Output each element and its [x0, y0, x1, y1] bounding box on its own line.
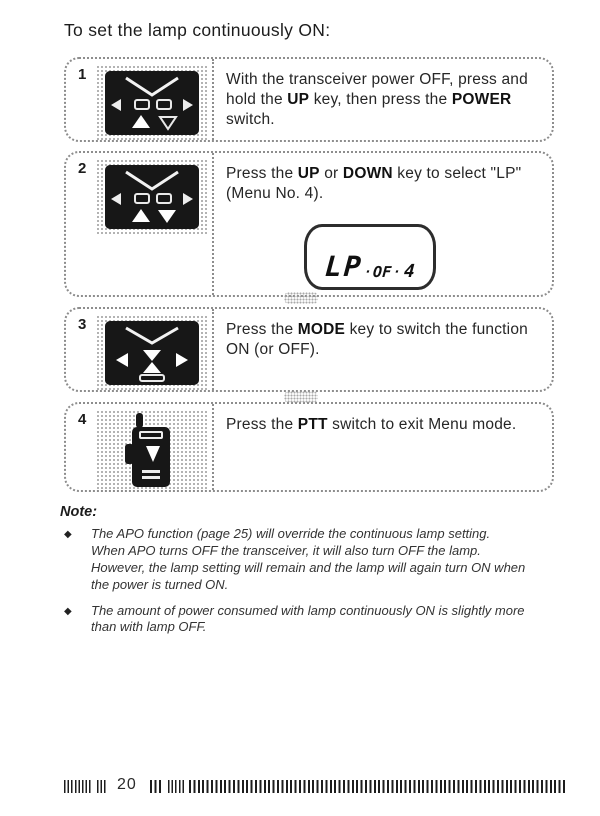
- barcode-stripes: [168, 780, 184, 793]
- lcd-display: [304, 224, 436, 290]
- page-footer: [64, 778, 566, 794]
- note-text: The APO function (page 25) will override the continuous lamp setting. When APO turns OFF the transceiver, it will also turn OFF the lamp. However, the lamp setting will remain and the lamp will again turn ON when the power is turned ON.: [91, 526, 526, 592]
- step-2-figure-cell: [66, 153, 214, 295]
- note-heading: Note:: [60, 504, 98, 520]
- note-text: The amount of power consumed with lamp continuously ON is slightly more than with lamp OFF.: [91, 602, 525, 635]
- lcd-menu-label: LP: [324, 250, 365, 283]
- note-item: [64, 603, 526, 637]
- barcode-stripes: [64, 780, 91, 793]
- keypad-illustration: [104, 164, 200, 230]
- step-4-figure-cell: [66, 404, 214, 490]
- scan-artifact: [284, 292, 318, 304]
- step-4-box: [64, 402, 554, 492]
- step-4-number: 4: [78, 411, 87, 428]
- lcd-dot: ·: [363, 265, 373, 280]
- step-3-number: 3: [78, 316, 87, 333]
- keypad-illustration: [104, 320, 200, 386]
- note-item: [64, 526, 526, 594]
- keypad-illustration: [104, 70, 200, 136]
- step-2-box: [64, 151, 554, 297]
- barcode-stripes: [189, 780, 566, 793]
- step-1-instruction: With the transceiver power OFF, press and hold the UP key, then press the POWER switch.: [226, 71, 528, 129]
- scan-artifact: [284, 391, 318, 403]
- keypad-up-key-icon: [96, 65, 208, 141]
- page-number: 20: [117, 776, 137, 793]
- lcd-setting-value: OF: [372, 263, 393, 281]
- barcode-stripes: [97, 780, 106, 793]
- transceiver-ptt-icon: [96, 410, 208, 490]
- diamond-bullet-icon: ◆: [64, 605, 72, 617]
- lcd-dot: ·: [392, 265, 402, 280]
- step-3-figure-cell: [66, 309, 214, 390]
- lcd-menu-number: 4: [402, 261, 416, 282]
- keypad-up-down-keys-icon: [96, 159, 208, 235]
- note-list: [64, 526, 526, 645]
- keypad-mode-key-icon: [96, 315, 208, 391]
- page-title: To set the lamp continuously ON:: [64, 20, 331, 40]
- step-1-box: [64, 57, 554, 142]
- diamond-bullet-icon: ◆: [64, 529, 72, 540]
- step-1-figure-cell: [66, 59, 214, 140]
- step-4-instruction: Press the PTT switch to exit Menu mode.: [226, 416, 517, 433]
- step-2-number: 2: [78, 160, 87, 177]
- step-3-box: [64, 307, 554, 392]
- barcode-stripes: [150, 780, 163, 793]
- transceiver-illustration: [120, 412, 184, 488]
- step-2-instruction: Press the UP or DOWN key to select "LP" (Menu No. 4).: [226, 165, 522, 203]
- step-1-number: 1: [78, 66, 87, 83]
- step-3-instruction: Press the MODE key to switch the function ON (or OFF).: [226, 321, 528, 359]
